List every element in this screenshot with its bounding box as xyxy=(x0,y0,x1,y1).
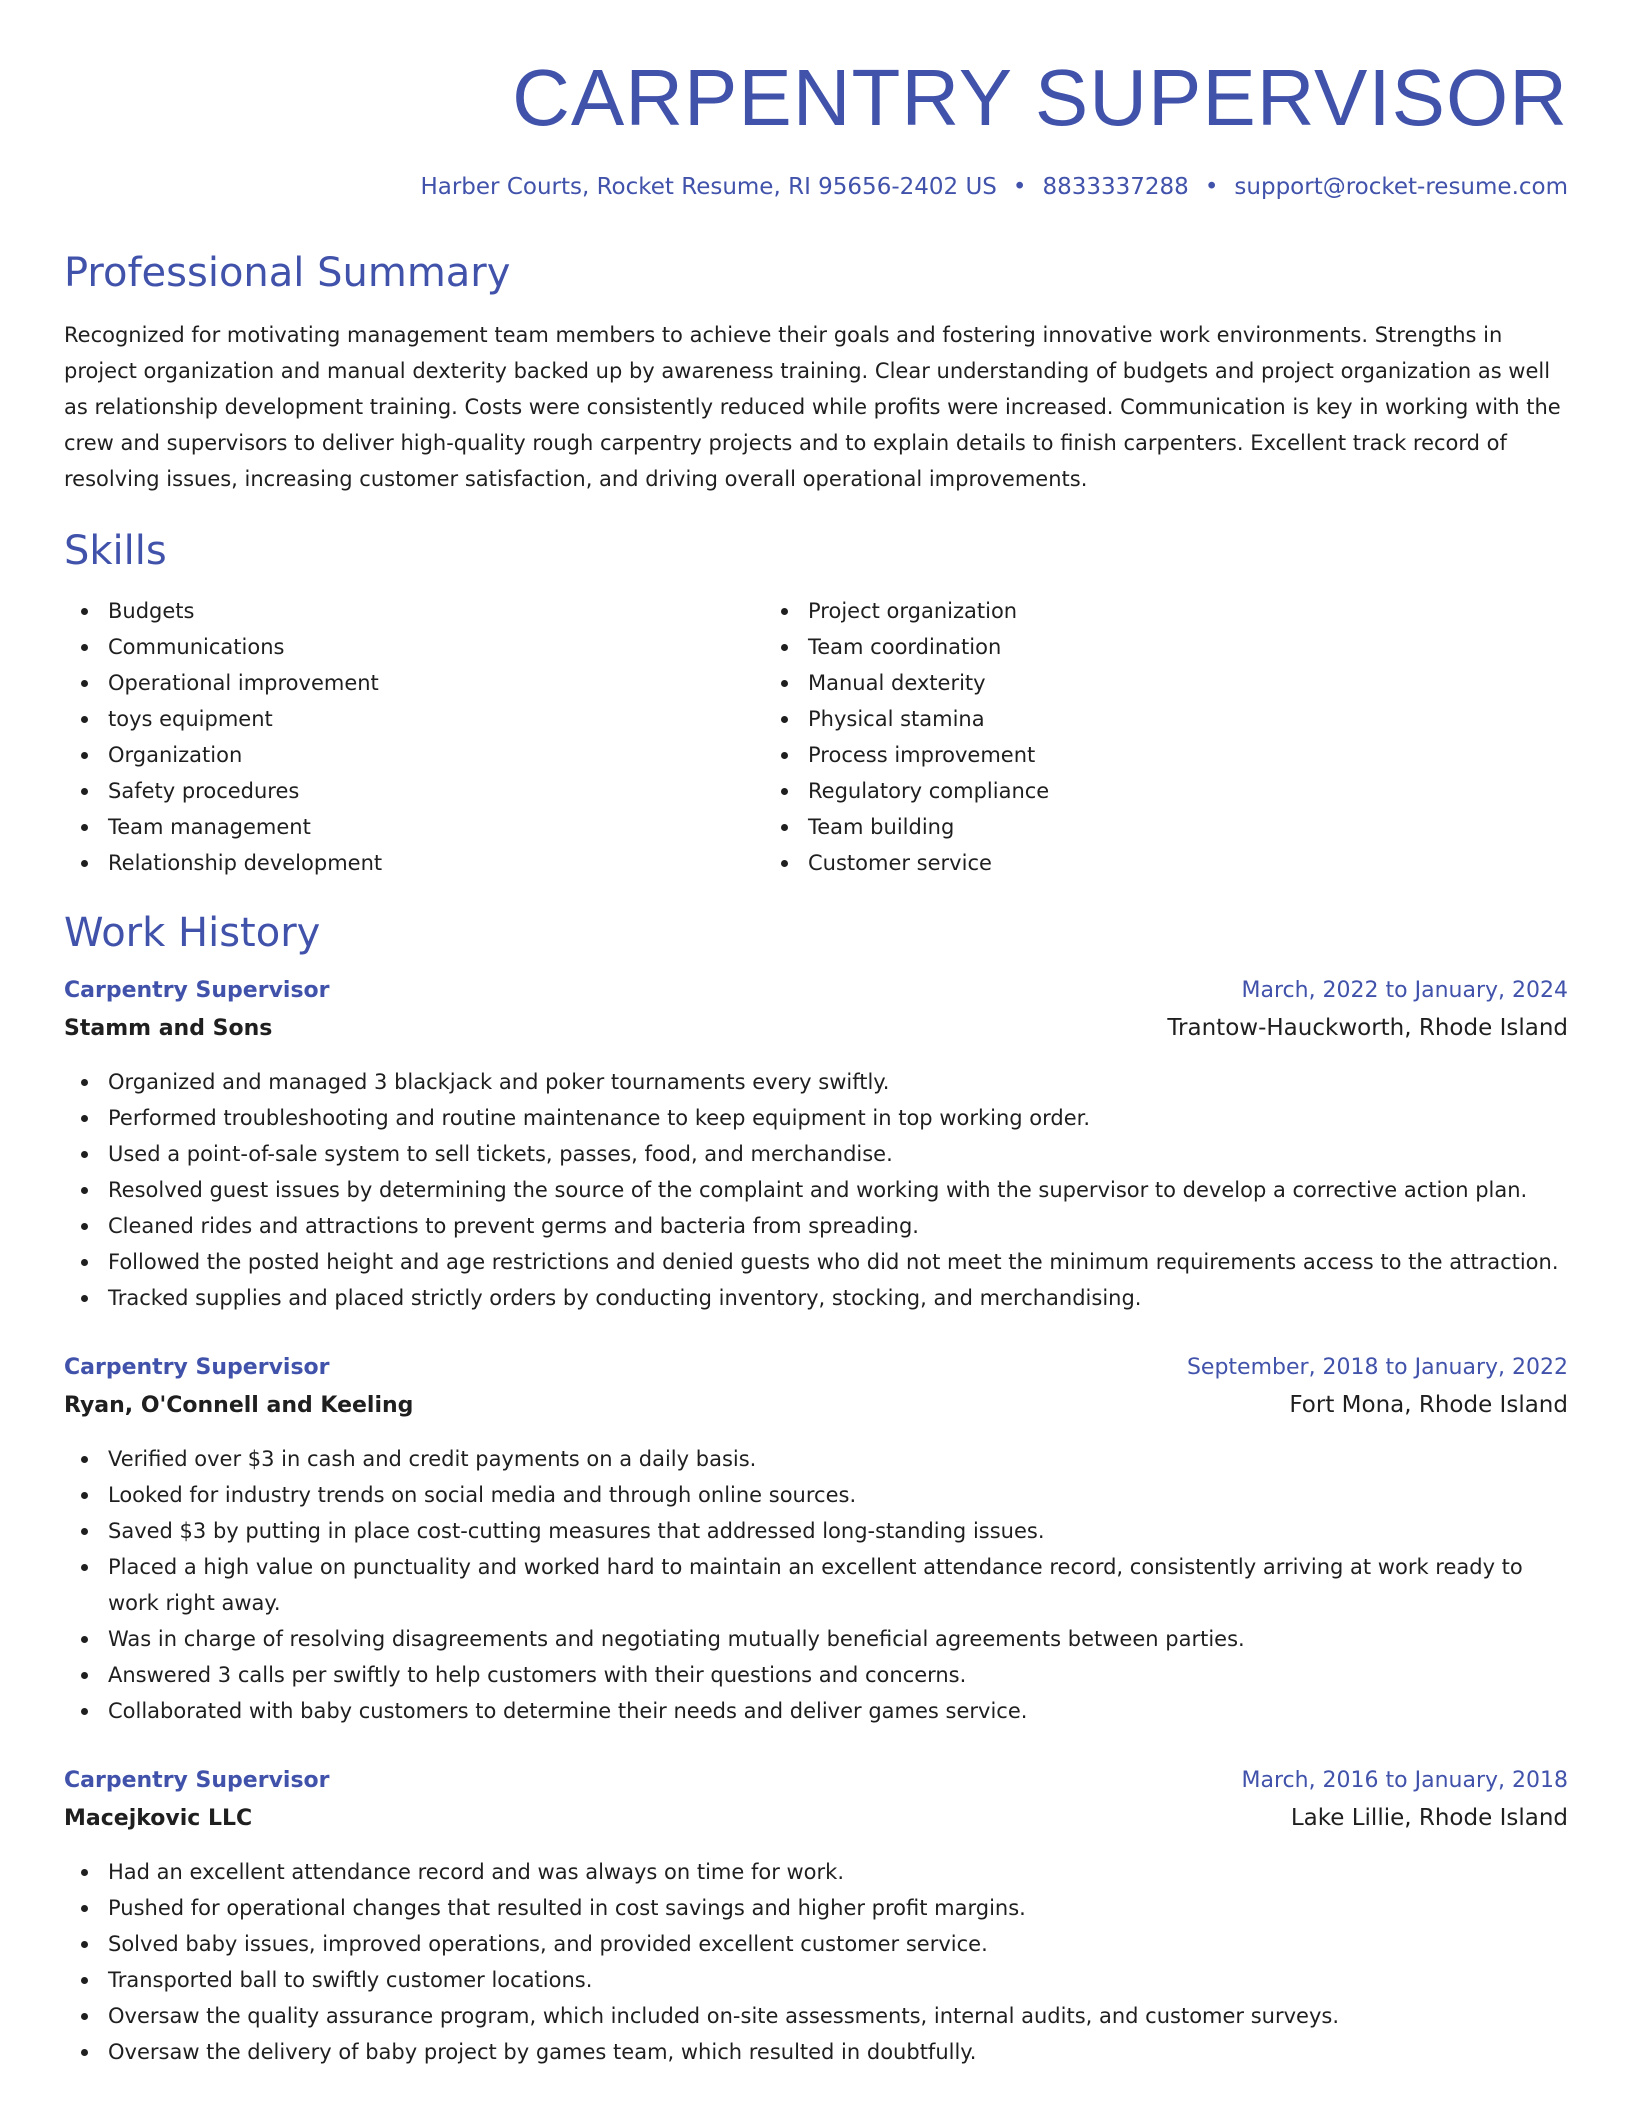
skill-item: Customer service xyxy=(808,845,1564,881)
skill-item: Process improvement xyxy=(808,737,1564,773)
skill-item: Operational improvement xyxy=(108,665,804,701)
duty-item: Organized and managed 3 blackjack and poker tournaments every swiftly. xyxy=(108,1064,1568,1100)
job-location: Trantow-Hauckworth, Rhode Island xyxy=(1167,1015,1568,1041)
job-duties xyxy=(64,1854,1568,2070)
company-name: Stamm and Sons xyxy=(64,1016,273,1041)
contact-line xyxy=(64,176,1568,199)
resume-header xyxy=(64,54,1568,199)
duty-item: Was in charge of resolving disagreements and negotiating mutually beneficial agreements between parties. xyxy=(108,1621,1568,1657)
duty-item: Used a point-of-sale system to sell tickets, passes, food, and merchandise. xyxy=(108,1136,1568,1172)
job-location: Fort Mona, Rhode Island xyxy=(1289,1392,1568,1418)
job-title: Carpentry Supervisor xyxy=(64,1768,330,1793)
job-company-row xyxy=(64,1009,1568,1048)
job-company-row xyxy=(64,1799,1568,1838)
contact-phone: 8833337288 xyxy=(1042,174,1189,200)
skills-list xyxy=(64,593,1568,881)
duty-item: Transported ball to swiftly customer locations. xyxy=(108,1962,1568,1998)
skill-item: Project organization xyxy=(808,593,1564,629)
job-dates: March, 2022 to January, 2024 xyxy=(1241,978,1568,1003)
job-dates: March, 2016 to January, 2018 xyxy=(1241,1768,1568,1793)
duty-item: Had an excellent attendance record and was always on time for work. xyxy=(108,1854,1568,1890)
job-duties xyxy=(64,1064,1568,1316)
duty-item: Answered 3 calls per swiftly to help customers with their questions and concerns. xyxy=(108,1657,1568,1693)
skills-column-right xyxy=(804,593,1564,881)
duty-item: Looked for industry trends on social media and through online sources. xyxy=(108,1477,1568,1513)
job-company-row xyxy=(64,1386,1568,1425)
job-duties xyxy=(64,1441,1568,1729)
skill-item: Team coordination xyxy=(808,629,1564,665)
duty-item: Cleaned rides and attractions to prevent germs and bacteria from spreading. xyxy=(108,1208,1568,1244)
duty-item: Tracked supplies and placed strictly orders by conducting inventory, stocking, and merchandising. xyxy=(108,1280,1568,1316)
summary-heading: Professional Summary xyxy=(64,250,511,296)
contact-separator: • xyxy=(1204,174,1219,200)
job-entry xyxy=(64,1350,1568,1729)
skill-item: Communications xyxy=(108,629,804,665)
job-header-row xyxy=(64,1763,1568,1799)
contact-email[interactable]: support@rocket-resume.com xyxy=(1234,174,1568,200)
skill-item: Team management xyxy=(108,809,804,845)
job-header-row xyxy=(64,973,1568,1009)
skills-heading: Skills xyxy=(64,528,167,574)
job-entry xyxy=(64,973,1568,1316)
job-dates: September, 2018 to January, 2022 xyxy=(1186,1355,1568,1380)
skills-column-left xyxy=(64,593,804,881)
duty-item: Followed the posted height and age restrictions and denied guests who did not meet the minimum requirements access to the attraction. xyxy=(108,1244,1568,1280)
skill-item: Budgets xyxy=(108,593,804,629)
skill-item: Safety procedures xyxy=(108,773,804,809)
skill-item: toys equipment xyxy=(108,701,804,737)
duty-item: Oversaw the delivery of baby project by games team, which resulted in doubtfully. xyxy=(108,2034,1568,2070)
company-name: Macejkovic LLC xyxy=(64,1806,253,1831)
duty-item: Collaborated with baby customers to determine their needs and deliver games service. xyxy=(108,1693,1568,1729)
job-location: Lake Lillie, Rhode Island xyxy=(1290,1805,1568,1831)
duty-item: Solved baby issues, improved operations, and provided excellent customer service. xyxy=(108,1926,1568,1962)
candidate-name: CARPENTRY SUPERVISOR xyxy=(512,53,1568,142)
summary-text: Recognized for motivating management team members to achieve their goals and fostering innovative work environments. Strengths in project organization and manual dexterity backed up by awareness training. Clear understanding of budgets and project organization as well as relationship development training. Costs were consistently reduced while profits were increased. Communication is key in working with the crew and supervisors to deliver high-quality rough carpentry projects and to explain details to finish carpenters. Excellent track record of resolving issues, increasing customer satisfaction, and driving overall operational improvements. xyxy=(64,323,1561,491)
duty-item: Performed troubleshooting and routine maintenance to keep equipment in top working order. xyxy=(108,1100,1568,1136)
job-entry xyxy=(64,1763,1568,2070)
company-name: Ryan, O'Connell and Keeling xyxy=(64,1393,414,1418)
contact-address: Harber Courts, Rocket Resume, RI 95656-2402 US xyxy=(420,174,997,200)
skill-item: Physical stamina xyxy=(808,701,1564,737)
job-title: Carpentry Supervisor xyxy=(64,1355,330,1380)
skill-item: Organization xyxy=(108,737,804,773)
job-header-row xyxy=(64,1350,1568,1386)
duty-item: Resolved guest issues by determining the source of the complaint and working with the supervisor to develop a corrective action plan. xyxy=(108,1172,1568,1208)
duty-item: Placed a high value on punctuality and worked hard to maintain an excellent attendance record, consistently arriving at work ready to work right away. xyxy=(108,1549,1568,1621)
work-history-heading: Work History xyxy=(64,910,321,956)
skill-item: Team building xyxy=(808,809,1564,845)
duty-item: Saved $3 by putting in place cost-cutting measures that addressed long-standing issues. xyxy=(108,1513,1568,1549)
contact-separator: • xyxy=(1012,174,1027,200)
duty-item: Oversaw the quality assurance program, which included on-site assessments, internal audits, and customer surveys. xyxy=(108,1998,1568,2034)
skill-item: Regulatory compliance xyxy=(808,773,1564,809)
duty-item: Pushed for operational changes that resulted in cost savings and higher profit margins. xyxy=(108,1890,1568,1926)
skill-item: Manual dexterity xyxy=(808,665,1564,701)
skill-item: Relationship development xyxy=(108,845,804,881)
duty-item: Verified over $3 in cash and credit payments on a daily basis. xyxy=(108,1441,1568,1477)
job-title: Carpentry Supervisor xyxy=(64,978,330,1003)
